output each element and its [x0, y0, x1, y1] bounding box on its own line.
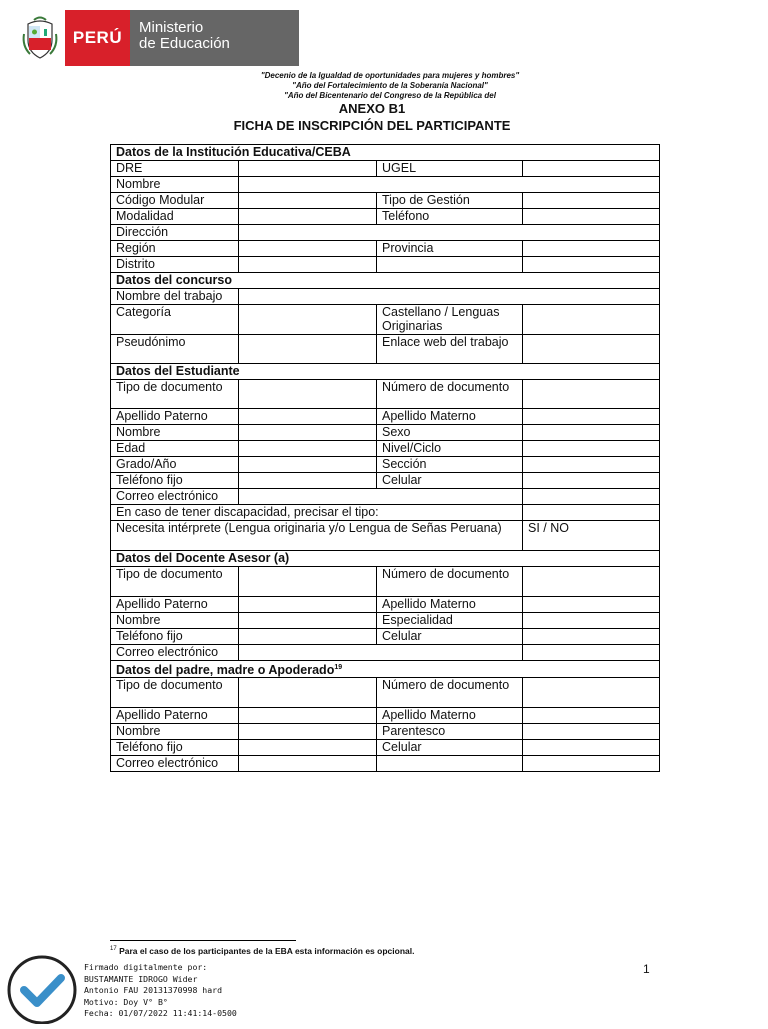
field-tipo-doc-docente[interactable] [239, 567, 377, 597]
section-header-padre-text: Datos del padre, madre o Apoderado [116, 663, 335, 678]
section-header-docente: Datos del Docente Asesor (a) [111, 551, 660, 567]
label-telefono-fijo-estudiante: Teléfono fijo [111, 473, 239, 489]
label-tipo-gestion: Tipo de Gestión [377, 193, 523, 209]
label-parentesco: Parentesco [377, 724, 523, 740]
field-provincia[interactable] [523, 241, 660, 257]
field-nombre-estudiante[interactable] [239, 425, 377, 441]
field-correo-padre[interactable] [239, 756, 377, 772]
field-telefono-fijo-padre[interactable] [239, 740, 377, 756]
section-header-institucion: Datos de la Institución Educativa/CEBA [111, 145, 660, 161]
label-codigo-modular: Código Modular [111, 193, 239, 209]
label-correo-estudiante: Correo electrónico [111, 489, 239, 505]
label-apellido-materno-estudiante: Apellido Materno [377, 409, 523, 425]
empty-cell [377, 756, 523, 772]
label-apellido-paterno-padre: Apellido Paterno [111, 708, 239, 724]
label-celular-estudiante: Celular [377, 473, 523, 489]
field-numero-doc-estudiante[interactable] [523, 380, 660, 409]
ministry-line-2: de Educación [139, 35, 230, 52]
digital-signature-check-icon [6, 954, 78, 1024]
field-modalidad[interactable] [239, 209, 377, 225]
field-tipo-gestion[interactable] [523, 193, 660, 209]
label-region: Región [111, 241, 239, 257]
field-apellido-materno-estudiante[interactable] [523, 409, 660, 425]
section-header-estudiante: Datos del Estudiante [111, 364, 660, 380]
signature-line: Firmado digitalmente por: [84, 962, 208, 972]
decree-lines [200, 71, 580, 100]
field-codigo-modular[interactable] [239, 193, 377, 209]
footnote-divider [110, 940, 296, 941]
peru-shield-icon [15, 10, 65, 66]
label-discapacidad: En caso de tener discapacidad, precisar el tipo: [111, 505, 523, 521]
field-numero-doc-docente[interactable] [523, 567, 660, 597]
field-celular-padre[interactable] [523, 740, 660, 756]
field-categoria[interactable] [239, 305, 377, 335]
field-pseudonimo[interactable] [239, 335, 377, 364]
label-seccion: Sección [377, 457, 523, 473]
digital-signature-text [84, 962, 237, 1020]
label-apellido-paterno-estudiante: Apellido Paterno [111, 409, 239, 425]
label-apellido-materno-padre: Apellido Materno [377, 708, 523, 724]
logo-ministry-label [130, 10, 299, 66]
label-nombre-trabajo: Nombre del trabajo [111, 289, 239, 305]
label-tipo-doc-padre: Tipo de documento [111, 678, 239, 708]
field-numero-doc-padre[interactable] [523, 678, 660, 708]
field-castellano-lenguas[interactable] [523, 305, 660, 335]
label-nombre-estudiante: Nombre [111, 425, 239, 441]
label-enlace-web: Enlace web del trabajo [377, 335, 523, 364]
label-nombre-padre: Nombre [111, 724, 239, 740]
field-telefono-ie[interactable] [523, 209, 660, 225]
label-telefono-fijo-docente: Teléfono fijo [111, 629, 239, 645]
form-title: FICHA DE INSCRIPCIÓN DEL PARTICIPANTE [233, 118, 511, 133]
label-categoria: Categoría [111, 305, 239, 335]
field-telefono-fijo-estudiante[interactable] [239, 473, 377, 489]
page-number: 1 [643, 962, 650, 976]
field-celular-docente[interactable] [523, 629, 660, 645]
label-celular-padre: Celular [377, 740, 523, 756]
field-tipo-doc-padre[interactable] [239, 678, 377, 708]
ministry-line-1: Ministerio [139, 19, 204, 36]
footnote-number: 17 [110, 946, 117, 953]
label-castellano-lenguas: Castellano / Lenguas Originarias [377, 305, 523, 335]
field-region[interactable] [239, 241, 377, 257]
empty-cell [523, 489, 660, 505]
footnote [110, 946, 414, 956]
label-correo-padre: Correo electrónico [111, 756, 239, 772]
field-parentesco[interactable] [523, 724, 660, 740]
field-grado-anio[interactable] [239, 457, 377, 473]
field-interprete-si-no[interactable]: SI / NO [523, 521, 660, 551]
label-tipo-doc-docente: Tipo de documento [111, 567, 239, 597]
field-distrito[interactable] [239, 257, 377, 273]
decree-line: "Decenio de la Igualdad de oportunidades para mujeres y hombres" [260, 71, 520, 80]
decree-line: "Año del Fortalecimiento de la Soberanía Nacional" [292, 81, 488, 90]
label-interprete: Necesita intérprete (Lengua originaria y/o Lengua de Señas Peruana) [111, 521, 523, 551]
section-header-padre [111, 661, 660, 678]
label-telefono-ie: Teléfono [377, 209, 523, 225]
label-nombre-docente: Nombre [111, 613, 239, 629]
decree-line: "Año del Bicentenario del Congreso de la República del [284, 91, 496, 100]
footnote-text: Para el caso de los participantes de la EBA esta información es opcional. [119, 946, 415, 956]
section-header-concurso: Datos del concurso [111, 273, 660, 289]
field-sexo[interactable] [523, 425, 660, 441]
field-correo-docente[interactable] [239, 645, 523, 661]
footnote-ref: 19 [334, 664, 343, 671]
field-enlace-web[interactable] [523, 335, 660, 364]
label-numero-doc-estudiante: Número de documento [377, 380, 523, 409]
field-nombre-docente[interactable] [239, 613, 377, 629]
label-distrito: Distrito [111, 257, 239, 273]
field-apellido-paterno-docente[interactable] [239, 597, 377, 613]
label-pseudonimo: Pseudónimo [111, 335, 239, 364]
label-tipo-doc-estudiante: Tipo de documento [111, 380, 239, 409]
field-apellido-materno-padre[interactable] [523, 708, 660, 724]
field-celular-estudiante[interactable] [523, 473, 660, 489]
field-direccion[interactable] [239, 225, 660, 241]
field-apellido-paterno-padre[interactable] [239, 708, 377, 724]
empty-cell [523, 257, 660, 273]
label-direccion: Dirección [111, 225, 239, 241]
label-nombre-ie: Nombre [111, 177, 239, 193]
label-sexo: Sexo [377, 425, 523, 441]
empty-cell [523, 645, 660, 661]
field-nivel-ciclo[interactable] [523, 441, 660, 457]
field-nombre-ie[interactable] [239, 177, 660, 193]
label-apellido-materno-docente: Apellido Materno [377, 597, 523, 613]
field-dre[interactable] [239, 161, 377, 177]
field-especialidad[interactable] [523, 613, 660, 629]
label-grado-anio: Grado/Año [111, 457, 239, 473]
label-dre: DRE [111, 161, 239, 177]
label-provincia: Provincia [377, 241, 523, 257]
field-ugel[interactable] [523, 161, 660, 177]
label-ugel: UGEL [377, 161, 523, 177]
label-nivel-ciclo: Nivel/Ciclo [377, 441, 523, 457]
field-telefono-fijo-docente[interactable] [239, 629, 377, 645]
minedu-logo [15, 10, 299, 66]
empty-cell [523, 756, 660, 772]
field-nombre-padre[interactable] [239, 724, 377, 740]
label-numero-doc-docente: Número de documento [377, 567, 523, 597]
registration-form-table [110, 144, 660, 772]
field-tipo-doc-estudiante[interactable] [239, 380, 377, 409]
signature-line: Fecha: 01/07/2022 11:41:14-0500 [84, 1008, 237, 1018]
label-correo-docente: Correo electrónico [111, 645, 239, 661]
label-especialidad: Especialidad [377, 613, 523, 629]
label-telefono-fijo-padre: Teléfono fijo [111, 740, 239, 756]
field-apellido-paterno-estudiante[interactable] [239, 409, 377, 425]
signature-line: BUSTAMANTE IDROGO Wider [84, 973, 198, 984]
field-nombre-trabajo[interactable] [239, 289, 660, 305]
signature-line: Motivo: Doy V° B° [84, 996, 168, 1007]
signature-line: Antonio FAU 20131370998 hard [84, 985, 223, 995]
field-correo-estudiante[interactable] [239, 489, 523, 505]
field-edad[interactable] [239, 441, 377, 457]
label-apellido-paterno-docente: Apellido Paterno [111, 597, 239, 613]
field-discapacidad[interactable] [523, 505, 660, 521]
logo-country-label: PERÚ [65, 10, 130, 66]
label-edad: Edad [111, 441, 239, 457]
annex-title: ANEXO B1 [338, 101, 406, 116]
field-seccion[interactable] [523, 457, 660, 473]
label-celular-docente: Celular [377, 629, 523, 645]
empty-cell [377, 257, 523, 273]
label-modalidad: Modalidad [111, 209, 239, 225]
field-apellido-materno-docente[interactable] [523, 597, 660, 613]
label-numero-doc-padre: Número de documento [377, 678, 523, 708]
